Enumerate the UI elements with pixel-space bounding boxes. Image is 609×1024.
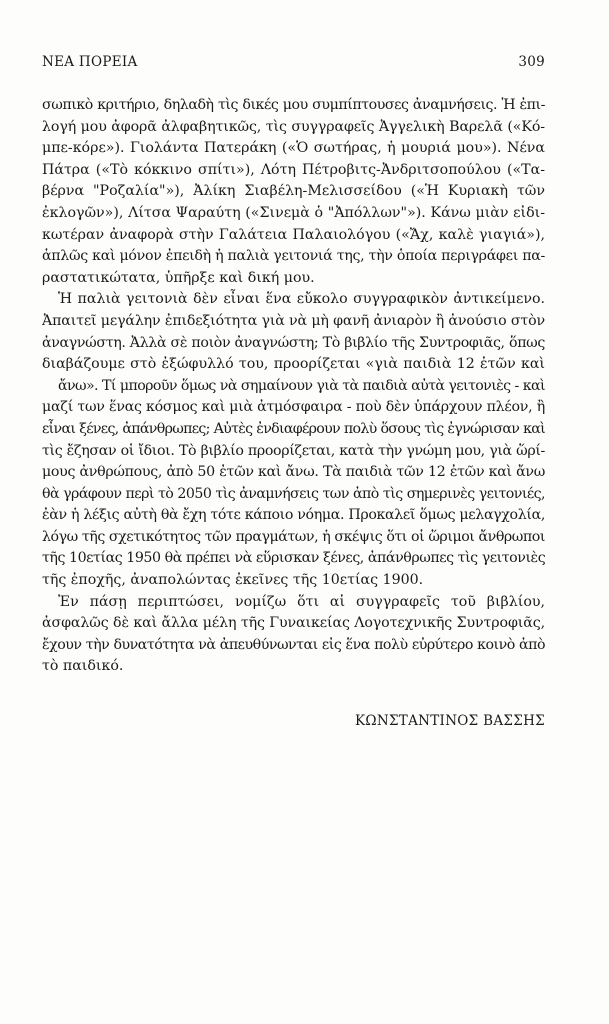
text-line: κωτέραν ἀναφορὰ στὴν Γαλάτεια Παλαιολόγου («Ἄχ, καλὲ γιαγιά»),: [42, 226, 545, 243]
text-line: Ἡ παλιὰ γειτονιὰ δὲν εἶναι ἕνα εὔκολο συγγραφικὸν ἀντικείμενο.: [58, 291, 545, 308]
text-line: τῆς 10ετίας 1950 θὰ πρέπει νὰ εὕρισκαν ξένες, ἀπάνθρωπες τὶς γειτονιὲς: [42, 550, 545, 567]
text-line: ἀσφαλῶς δὲ καὶ ἄλλα μέλη τῆς Γυναικείας Λογοτεχνικῆς Συντροφιᾶς,: [42, 615, 545, 632]
text-line: μπε-κόρε»). Γιολάντα Πατεράκη («Ὁ σωτήρας, ἡ μουριά μου»). Νένα: [42, 140, 545, 157]
text-line: Ἀπαιτεῖ μεγάλην ἐπιδεξιότητα γιὰ νὰ μὴ φανῆ ἀνιαρὸν ἢ ἀνούσιο στὸν: [42, 312, 545, 329]
text-line: βέρνα "Ροζαλία"»), Ἀλίκη Σιαβέλη-Μελισσείδου («Ἡ Κυριακὴ τῶν: [42, 183, 545, 200]
text-line: ἄνω». Τί μποροῦν ὅμως νὰ σημαίνουν γιὰ τὰ παιδιὰ αὐτὰ γειτονιὲς - καὶ: [58, 377, 545, 394]
text-line: σωπικὸ κριτήριο, δηλαδὴ τὶς δικές μου συμπίπτουσες ἀναμνήσεις. Ἡ ἐπι-: [42, 97, 545, 113]
text-line: λόγω τῆς σχετικότητος τῶν πραγμάτων, ἡ σκέψις ὅτι οἱ ὥριμοι ἄνθρωποι: [42, 528, 545, 545]
text-line: Πάτρα («Τὸ κόκκινο σπίτι»), Λότη Πέτροβιτς-Ἀνδριτσοπούλου («Τα-: [42, 161, 545, 178]
text-line: μους ἀνθρώπους, ἀπὸ 50 ἐτῶν καὶ ἄνω. Τὰ παιδιὰ τῶν 12 ἐτῶν καὶ ἄνω: [42, 464, 545, 481]
text-line: ἐκλογῶν»), Λίτσα Ψαραύτη («Σινεμὰ ὁ "Ἀπόλλων"»). Κάνω μιὰν εἰδι-: [42, 204, 545, 221]
text-line: λογή μου ἀφορᾶ ἀλφαβητικῶς, τὶς συγγραφεῖς Ἀγγελικὴ Βαρελᾶ («Κό-: [42, 118, 545, 135]
text-line: ἀναγνώστη. Ἀλλὰ σὲ ποιὸν ἀναγνώστη; Τὸ βιβλίο τῆς Συντροφιᾶς, ὅπως: [42, 334, 545, 351]
text-line: διαβάζουμε στὸ ἐξώφυλλό του, προορίζεται «γιὰ παιδιὰ 12 ἐτῶν καὶ: [42, 356, 545, 373]
text-line: Ἐν πάσῃ περιπτώσει, νομίζω ὅτι αἱ συγγραφεῖς τοῦ βιβλίου,: [58, 593, 545, 610]
text-line: τὶς ἔζησαν οἱ ἴδιοι. Τὸ βιβλίο προορίζεται, κατὰ τὴν γνώμη μου, γιὰ ὥρί-: [42, 442, 545, 459]
running-head: ΝΕΑ ΠΟΡΕΙΑ: [42, 54, 138, 70]
text-line: τῆς ἐποχῆς, ἀναπολώντας ἐκεῖνες τῆς 10ετίας 1900.: [42, 572, 424, 589]
author-signature: ΚΩΝΣΤΑΝΤΙΝΟΣ ΒΑΣΣΗΣ: [354, 713, 545, 729]
text-line: εἶναι ξένες, ἀπάνθρωπες; Αὐτὲς ἐνδιαφέρουν πολὺ ὅσους τὶς ἐγνώρισαν καὶ: [42, 420, 545, 437]
page-header: [42, 54, 545, 74]
text-line: ἁπλῶς καὶ μόνον ἐπειδὴ ἡ παλιὰ γειτονιά της, τὴν ὁποία περιγράφει πα-: [42, 248, 545, 265]
text-line: ραστατικώτατα, ὑπῆρξε καὶ δική μου.: [42, 269, 315, 286]
text-line: μαζί των ἕνας κόσμος καὶ μιὰ ἀτμόσφαιρα - ποὺ δὲν ὑπάρχουν πλέον, ἢ: [42, 399, 545, 416]
text-line: ἐὰν ἡ λέξις αὐτὴ θὰ ἔχη τότε κάποιο νόημα. Προκαλεῖ ὅμως μελαγχολία,: [42, 507, 545, 524]
body-text: [42, 95, 545, 678]
text-line: θὰ γράφουν περὶ τὸ 2050 τὶς ἀναμνήσεις των ἀπὸ τὶς σημερινὲς γειτονιές,: [42, 485, 545, 502]
page-number: 309: [518, 54, 545, 70]
text-line: τὸ παιδικό.: [42, 658, 124, 675]
text-line: ἔχουν τὴν δυνατότητα νὰ ἀπευθύνωνται εἰς ἕνα πολὺ εὐρύτερο κοινὸ ἀπὸ: [42, 636, 545, 653]
